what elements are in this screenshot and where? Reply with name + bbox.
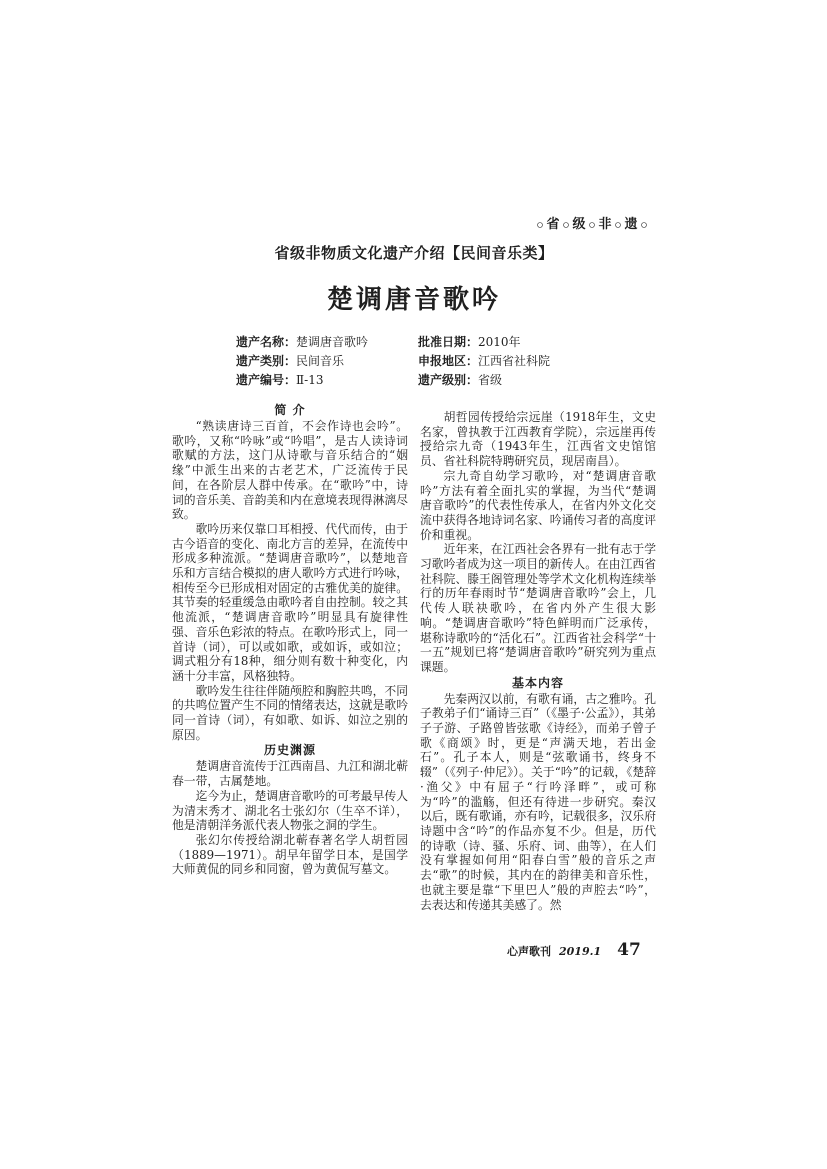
info-label: 申报地区： xyxy=(418,354,479,368)
info-label: 批准日期： xyxy=(418,335,479,349)
info-label: 遗产级别： xyxy=(418,373,479,387)
info-item-name xyxy=(236,334,418,351)
info-item-date xyxy=(418,334,596,351)
body-paragraph: 歌吟发生往往伴随颅腔和胸腔共鸣，不同的共鸣位置产生不同的情绪表达，这就是歌吟同一首诗（词），有如歌、如诉、如泣之别的原因。 xyxy=(172,683,408,742)
left-column xyxy=(172,402,408,877)
info-label: 遗产类别： xyxy=(236,354,297,368)
article-title: 楚调唐音歌吟 xyxy=(326,285,501,315)
info-value: 省级 xyxy=(478,373,503,387)
section-tag xyxy=(536,216,648,234)
journal-name: 心声歌刊 xyxy=(507,945,551,958)
info-value: 楚调唐音歌吟 xyxy=(296,335,369,349)
body-paragraph: 张幻尔传授给湖北蕲春著名学人胡哲园（1889—1971）。胡早年留学日本，是国学大师黄侃的同乡和同窗，曾为黄侃写墓文。 xyxy=(172,832,408,877)
body-paragraph: 宗九奇自幼学习歌吟，对“楚调唐音歌吟”方法有着全面扎实的掌握，为当代“楚调唐音歌吟”的代表性传承人，在省内外文化交流中获得各地诗词名家、吟诵传习者的高度评价和重视。 xyxy=(420,468,656,542)
info-value: 民间音乐 xyxy=(296,354,345,368)
info-value: Ⅱ-13 xyxy=(296,373,324,387)
info-item-number xyxy=(236,372,418,389)
page-number: 47 xyxy=(617,940,641,960)
tag-ornament xyxy=(563,222,569,228)
section-heading-content: 基本内容 xyxy=(511,675,564,690)
section-heading-intro: 简 介 xyxy=(274,403,306,417)
article-subtitle: 省级非物质文化遗产介绍【民间音乐类】 xyxy=(274,244,554,262)
body-paragraph: 胡哲园传授给宗远崖（1918年生，文史名家，曾执教于江西教育学院），宗远崖再传授给宗九奇（1943年生，江西省文史馆馆员、省社科院特聘研究员，现居南昌）。 xyxy=(420,410,656,469)
right-column xyxy=(420,410,656,912)
tag-ornament xyxy=(615,222,621,228)
section-tag-char: 级 xyxy=(572,217,586,232)
info-value: 江西省社科院 xyxy=(478,354,551,368)
section-tag-char: 非 xyxy=(598,217,612,232)
tag-ornament xyxy=(589,222,595,228)
section-tag-char: 遗 xyxy=(624,217,638,232)
info-item-level xyxy=(418,372,596,389)
info-item-category xyxy=(236,353,418,370)
body-paragraph: 楚调唐音流传于江西南昌、九江和湖北蕲春一带，古属楚地。 xyxy=(172,759,408,789)
section-tag-char: 省 xyxy=(546,217,560,232)
section-heading-history: 历史渊源 xyxy=(263,743,316,758)
body-paragraph: 迄今为止，楚调唐音歌吟的可考最早传人为清末秀才、湖北名士张幻尔（生卒不详），他是清朝洋务派代表人物张之洞的学生。 xyxy=(172,788,408,833)
info-label: 遗产编号： xyxy=(236,373,297,387)
issue-number: 2019.1 xyxy=(559,945,602,958)
info-value: 2010年 xyxy=(478,335,521,349)
body-paragraph: “熟读唐诗三百首，不会作诗也会吟”。歌吟，又称“吟咏”或“吟唱”，是古人读诗词歌赋的方法，这门从诗歌与音乐结合的“姻缘”中派生出来的古老艺术，广泛流传于民间，在各阶层人群中传承。在“歌吟”中，诗词的音乐美、音韵美和内在意境表现得淋漓尽致。 xyxy=(172,419,408,522)
heritage-info-block xyxy=(236,334,596,389)
tag-ornament xyxy=(641,222,647,228)
tag-ornament xyxy=(537,222,543,228)
body-paragraph: 先秦两汉以前，有歌有诵，古之雅吟。孔子教弟子们“诵诗三百”（《墨子·公孟》），其弟子子游、子路曾皆弦歌《诗经》，而弟子曾子歌《商颂》时，更是“声满天地，若出金石”。孔子本人，则是“弦歌诵书，终身不辍”（《列子·仲尼》）。关于“吟”的记载，《楚辞·渔父》中有屈子“行吟泽畔”，或可称为“吟”的滥觞，但还有待进一步研究。秦汉以后，既有歌诵，亦有吟，记载很多，汉乐府诗题中含“吟”的作品亦复不少。但是，历代的诗歌（诗、骚、乐府、词、曲等），在人们没有掌握如何用“阳春白雪”般的音乐之声去“歌”的时候，其内在的韵律美和音乐性，也就主要是靠“下里巴人”般的声腔去“吟”，去表达和传递其美感了。然 xyxy=(420,691,656,912)
info-item-region xyxy=(418,353,596,370)
page-footer xyxy=(507,940,647,960)
body-paragraph: 近年来，在江西社会各界有一批有志于学习歌吟者成为这一项目的新传人。在由江西省社科院、滕王阁管理处等学术文化机构连续举行的历年春雨时节“楚调唐音歌吟”会上，几代传人联袂歌吟，在省内外产生很大影响。“楚调唐音歌吟”特色鲜明而广泛承传，堪称诗歌吟的“活化石”。江西省社会科学“十一五”规划已将“楚调唐音歌吟”研究列为重点课题。 xyxy=(420,542,656,674)
info-label: 遗产名称： xyxy=(236,335,297,349)
body-paragraph: 歌吟历来仅靠口耳相授、代代而传，由于古今语音的变化、南北方言的差异，在流传中形成多种流派。“楚调唐音歌吟”，以楚地音乐和方言结合模拟的唐人歌吟方式进行吟咏，相传至今已形成相对固定的古雅优美的旋律。其节奏的轻重缓急由歌吟者自由控制。较之其他流派，“楚调唐音歌吟”明显具有旋律性强、音乐色彩浓的特点。在歌吟形式上，同一首诗（词），可以或如歌，或如诉，或如泣；调式粗分有18种，细分则有数十种变化，内涵十分丰富，风格独特。 xyxy=(172,521,408,683)
